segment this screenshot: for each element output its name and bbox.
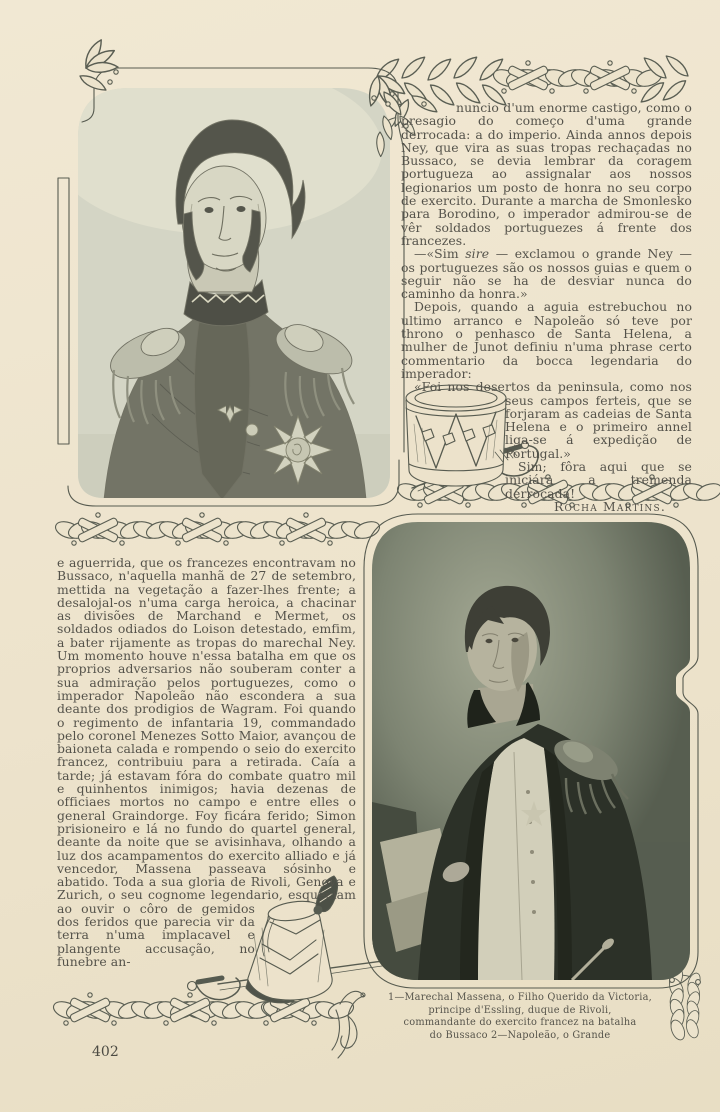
braid-border-middle-left xyxy=(54,506,390,552)
article-column-left xyxy=(57,556,356,968)
paragraph: Depois, quando a aguia estrebuchou no ultimo arranco e Napoleão só teve por throno o penhasco de Santa Helena, a mulher de Junot definiu n'uma phrase certo commentario da bocca legendaria do imperador: xyxy=(401,299,692,381)
paragraph-quote xyxy=(401,380,692,513)
drum-text-wrap-spacer xyxy=(401,380,505,492)
quote-prefix: —«Sim xyxy=(414,246,466,262)
quote-rest: — exclamou o grande Ney — os portuguezes são os nossos guias e quem o seguir não se ha de desviar nunca do caminho da honra.» xyxy=(401,246,692,302)
caption-line: commandante do exercito francez na batalha xyxy=(403,1017,637,1029)
author-signature: Rocha Martins. xyxy=(553,498,666,514)
shako-text-wrap-spacer xyxy=(260,902,356,960)
portrait-napoleao xyxy=(356,512,706,994)
body-text: e aguerrida, que os francezes encontravam no Bussaco, n'aquella manhã de 27 de setembro, mettida na vegetação a fazer-lhes frente; a desalojal-os n'uma carga heroica, a chacinar as divisões de Marchand e Mermet, os soldados odiados do Loison detestado, emfim, a bater rijamente as tropas do marechal Ney. Um momento houve n'essa batalha em que os proprios adversarios não souberam conter a sua admiração pelos portuguezes, como o imperador Napoleão não escondera a sua deante dos prodigios de Wagram. Foi quando o regimento de infantaria 19, commandado pelo coronel Menezes Sotto Maior, avançou de baioneta calada e rompendo o seio do exercito francez, contribuiu para a retirada. Caía a tarde; já estavam fóra do combate quatro mil e quinhentos inimigos; havia dezenas de officiaes mortos no campo e entre elles o general Graindorge. Foy ficára ferido; Simon prisioneiro e lá no fundo do quartel general, deante da noite que se avisinhava, olhando a luz dos acampamentos do exercito alliado e já vencedor, Massena passeava sósinho e abatido. Toda a sua gloria de Rivoli, Genova e Zurich, o seu cognome legendario, esqueciam ao ouvir o xyxy=(57,555,356,916)
caption xyxy=(366,992,674,1042)
paragraph xyxy=(401,247,692,300)
napoleon-photo xyxy=(372,522,690,980)
paragraph: nuncio d'um enorme castigo, como o presagio do começo d'uma grande derrocada: a do imperio. Ainda annos depois Ney, que vira as suas tropas rechaçadas no Bussaco, se devia lembrar da coragem portugueza ao assignalar aos nossos legionarios um posto de honra no seu corpo de exercito. Durante a marcha de Smonlesko para Borodino, o imperador admirou-se de vêr soldados portuguezes á frente dos francezes. xyxy=(401,100,692,248)
rosette-medal xyxy=(264,416,332,484)
closing-line: Sim; fôra aqui que se iniciára a tremenda derrocada! xyxy=(505,459,692,501)
caption-line: principe d'Essling, duque de Rivoli, xyxy=(428,1004,612,1016)
caption-line: 1—Marechal Massena, o Filho Querido da Victoria, xyxy=(388,992,652,1003)
caption-line: do Bussaco 2—Napoleão, o Grande xyxy=(429,1029,611,1041)
quote-text: «Foi nos desertos da peninsula, como nos seus campos ferteis, que se forjaram as cadeias de Santa Helena e o primeiro annel liga-se á expedição de Portugal.» xyxy=(414,379,692,461)
body-text: côro de gemidos dos feridos que parecia vir da terra n'uma implacavel e plangente accusação, no funebre an- xyxy=(57,900,255,969)
page-number: 402 xyxy=(92,1044,119,1060)
portrait-massena xyxy=(52,54,404,512)
article-column-right xyxy=(401,101,692,513)
italic-word: sire xyxy=(465,246,490,262)
